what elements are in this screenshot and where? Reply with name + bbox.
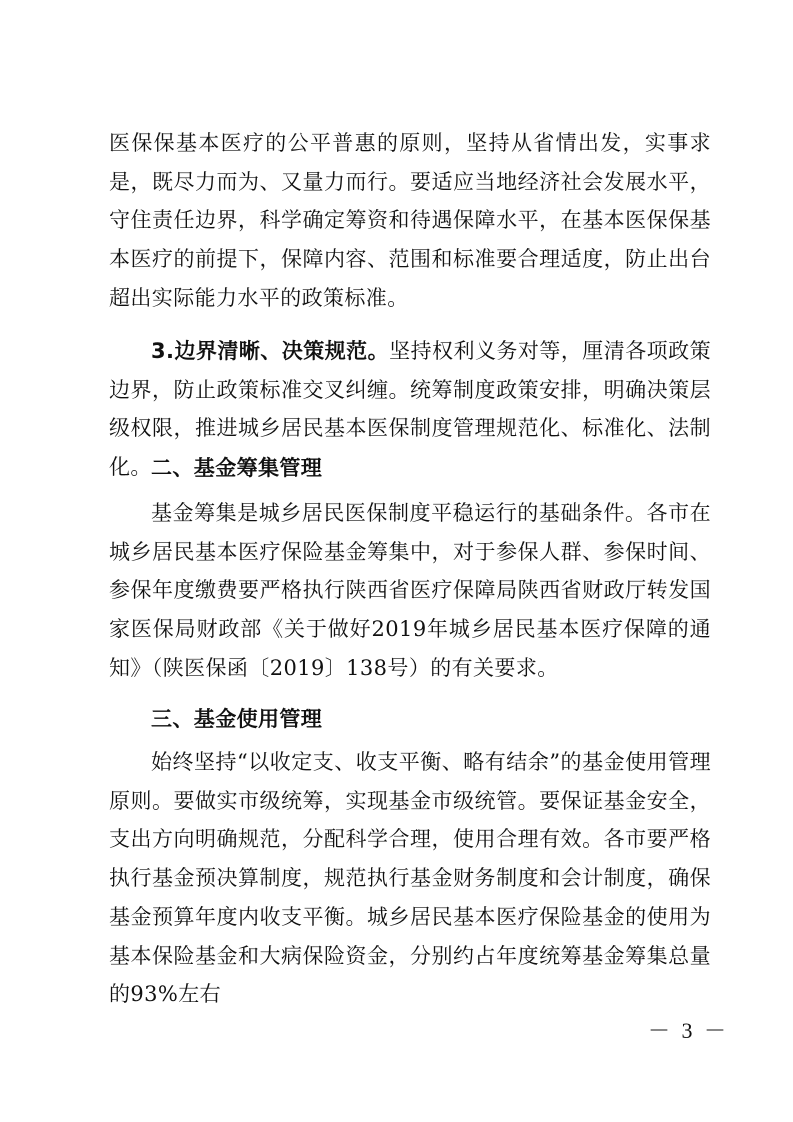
section-heading-fund-usage: 三、基金使用管理	[151, 707, 323, 731]
paragraph-lead-title: 3.边界清晰、决策规范。	[151, 339, 390, 363]
paragraph-principle: 医保保基本医疗的公平普惠的原则，坚持从省情出发，实事求是，既尽力而为、又量力而行。要适应当地经济社会发展水平，守住责任边界，科学确定筹资和待遇保障水平，在基本医保保基本医疗的前提下，保障内容、范围和标准要合理适度，防止出台超出实际能力水平的政策标准。	[109, 131, 711, 310]
paragraph-fund-usage: 始终坚持“以收定支、收支平衡、略有结余”的基金使用管理原则。要做实市级统筹，实现基金市级统管。要保证基金安全，支出方向明确规范，分配科学合理，使用合理有效。各市要严格执行基金预决算制度，规范执行基金财务制度和会计制度，确保基金预算年度内收支平衡。城乡居民基本医疗保险基金的使用为基本保险基金和大病保险资金，分别约占年度统筹基金筹集总量的93%左右	[109, 750, 711, 1007]
paragraph-body: 坚持权利义务对等，厘清各项政策边界，防止政策标准交叉纠缠。统筹制度政策安排，明确决策层级权限，推进城乡居民基本医保制度管理规范化、标准化、法制化。	[109, 339, 712, 480]
page-number: － 3 －	[648, 1018, 730, 1043]
paragraph-fund-raising: 基金筹集是城乡居民医保制度平稳运行的基础条件。各市在城乡居民基本医疗保险基金筹集中，对于参保人群、参保时间、参保年度缴费要严格执行陕西省医疗保障局陕西省财政厅转发国家医保局财政部《关于做好2019年城乡居民基本医疗保障的通知》（陕医保函〔2019〕138号）的有关要求。	[109, 501, 711, 680]
section-heading-fund-raising: 二、基金筹集管理	[151, 456, 323, 480]
